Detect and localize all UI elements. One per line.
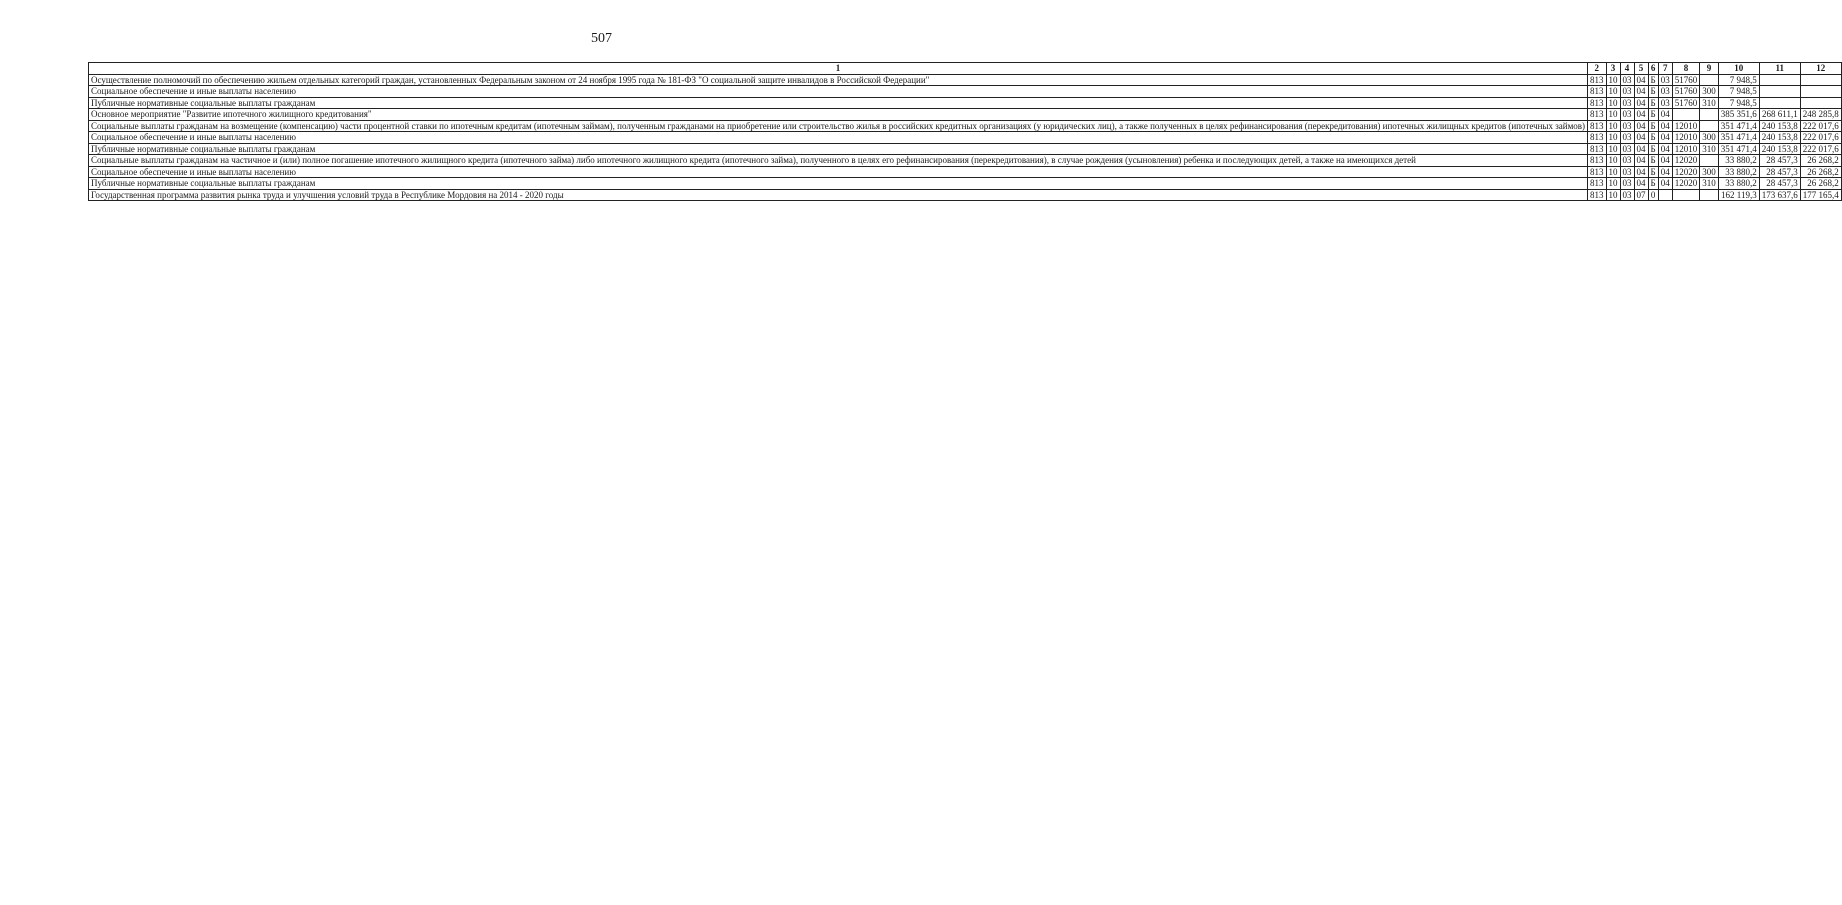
row-name: Осуществление полномочий по обеспечению жильем отдельных категорий граждан, установленных Федеральным законом от 24 ноября 1995 года № 181-ФЗ "О социальной защите инвалидов в Российской Федерации" [89, 74, 1588, 86]
header-cell: 6 [1648, 63, 1658, 75]
cell-c9 [1700, 155, 1719, 167]
cell-c11: 240 153,8 [1759, 132, 1800, 144]
header-cell: 11 [1759, 63, 1800, 75]
cell-c3: 10 [1606, 74, 1620, 86]
cell-c9: 300 [1700, 166, 1719, 178]
cell-c9 [1700, 109, 1719, 121]
cell-c6: Б [1648, 120, 1658, 132]
row-name: Публичные нормативные социальные выплаты гражданам [89, 178, 1588, 190]
cell-c12: 177 165,4 [1800, 189, 1841, 201]
row-name: Государственная программа развития рынка труда и улучшения условий труда в Республике Мордовия на 2014 - 2020 годы [89, 189, 1588, 201]
cell-c4: 03 [1620, 178, 1634, 190]
cell-c2: 813 [1588, 143, 1607, 155]
cell-c6: Б [1648, 178, 1658, 190]
cell-c5: 04 [1634, 155, 1648, 167]
cell-c8: 12010 [1672, 143, 1700, 155]
cell-c6: Б [1648, 166, 1658, 178]
cell-c5: 04 [1634, 132, 1648, 144]
cell-c8: 51760 [1672, 97, 1700, 109]
cell-c4: 03 [1620, 132, 1634, 144]
cell-c12: 222 017,6 [1800, 132, 1841, 144]
cell-c7: 04 [1658, 132, 1672, 144]
cell-c8: 12010 [1672, 132, 1700, 144]
cell-c11: 28 457,3 [1759, 155, 1800, 167]
cell-c4: 03 [1620, 189, 1634, 201]
table-body [89, 74, 1842, 201]
cell-c7 [1658, 189, 1672, 201]
cell-c8: 12010 [1672, 120, 1700, 132]
header-cell: 7 [1658, 63, 1672, 75]
cell-c7: 03 [1658, 74, 1672, 86]
table-row [89, 74, 1842, 86]
cell-c10: 385 351,6 [1718, 109, 1759, 121]
cell-c3: 10 [1606, 178, 1620, 190]
cell-c9: 310 [1700, 97, 1719, 109]
cell-c3: 10 [1606, 132, 1620, 144]
cell-c8: 51760 [1672, 74, 1700, 86]
table-row [89, 155, 1842, 167]
cell-c4: 03 [1620, 97, 1634, 109]
row-name: Социальное обеспечение и иные выплаты населению [89, 132, 1588, 144]
cell-c11: 28 457,3 [1759, 178, 1800, 190]
cell-c2: 813 [1588, 155, 1607, 167]
cell-c7: 04 [1658, 109, 1672, 121]
cell-c3: 10 [1606, 97, 1620, 109]
cell-c7: 04 [1658, 120, 1672, 132]
table-row [89, 143, 1842, 155]
table-row [89, 166, 1842, 178]
cell-c4: 03 [1620, 109, 1634, 121]
header-cell: 3 [1606, 63, 1620, 75]
table-row [89, 120, 1842, 132]
cell-c6: Б [1648, 109, 1658, 121]
cell-c3: 10 [1606, 109, 1620, 121]
page-number: 507 [591, 31, 612, 46]
cell-c10: 351 471,4 [1718, 132, 1759, 144]
cell-c11 [1759, 86, 1800, 98]
cell-c10: 7 948,5 [1718, 74, 1759, 86]
cell-c2: 813 [1588, 132, 1607, 144]
cell-c3: 10 [1606, 155, 1620, 167]
cell-c7: 04 [1658, 143, 1672, 155]
cell-c11: 240 153,8 [1759, 120, 1800, 132]
cell-c8 [1672, 109, 1700, 121]
header-cell: 9 [1700, 63, 1719, 75]
cell-c11: 173 637,6 [1759, 189, 1800, 201]
cell-c4: 03 [1620, 74, 1634, 86]
cell-c9 [1700, 189, 1719, 201]
cell-c11: 240 153,8 [1759, 143, 1800, 155]
cell-c5: 04 [1634, 120, 1648, 132]
cell-c3: 10 [1606, 120, 1620, 132]
cell-c6: 0 [1648, 189, 1658, 201]
cell-c5: 04 [1634, 166, 1648, 178]
cell-c5: 04 [1634, 109, 1648, 121]
table-row [89, 86, 1842, 98]
cell-c2: 813 [1588, 166, 1607, 178]
table-row [89, 132, 1842, 144]
cell-c9: 300 [1700, 86, 1719, 98]
cell-c6: Б [1648, 132, 1658, 144]
header-row [89, 63, 1842, 75]
header-cell: 8 [1672, 63, 1700, 75]
cell-c10: 162 119,3 [1718, 189, 1759, 201]
cell-c2: 813 [1588, 189, 1607, 201]
cell-c6: Б [1648, 86, 1658, 98]
header-cell: 1 [89, 63, 1588, 75]
cell-c10: 33 880,2 [1718, 166, 1759, 178]
cell-c11: 28 457,3 [1759, 166, 1800, 178]
cell-c11: 268 611,1 [1759, 109, 1800, 121]
cell-c8 [1672, 189, 1700, 201]
cell-c8: 12020 [1672, 178, 1700, 190]
row-name: Основное мероприятие "Развитие ипотечного жилищного кредитования" [89, 109, 1588, 121]
cell-c5: 04 [1634, 143, 1648, 155]
header-cell: 2 [1588, 63, 1607, 75]
row-name: Публичные нормативные социальные выплаты гражданам [89, 97, 1588, 109]
cell-c9 [1700, 74, 1719, 86]
cell-c7: 03 [1658, 86, 1672, 98]
cell-c8: 51760 [1672, 86, 1700, 98]
cell-c12: 222 017,6 [1800, 120, 1841, 132]
cell-c6: Б [1648, 74, 1658, 86]
cell-c7: 04 [1658, 166, 1672, 178]
cell-c11 [1759, 97, 1800, 109]
cell-c5: 04 [1634, 86, 1648, 98]
cell-c4: 03 [1620, 166, 1634, 178]
cell-c12: 26 268,2 [1800, 166, 1841, 178]
cell-c12: 26 268,2 [1800, 178, 1841, 190]
cell-c12: 248 285,8 [1800, 109, 1841, 121]
cell-c4: 03 [1620, 143, 1634, 155]
table-row [89, 97, 1842, 109]
cell-c5: 04 [1634, 97, 1648, 109]
cell-c12: 26 268,2 [1800, 155, 1841, 167]
cell-c11 [1759, 74, 1800, 86]
cell-c10: 33 880,2 [1718, 178, 1759, 190]
cell-c2: 813 [1588, 120, 1607, 132]
cell-c8: 12020 [1672, 155, 1700, 167]
cell-c6: Б [1648, 143, 1658, 155]
table-row [89, 178, 1842, 190]
cell-c9: 310 [1700, 178, 1719, 190]
row-name: Публичные нормативные социальные выплаты гражданам [89, 143, 1588, 155]
cell-c10: 351 471,4 [1718, 120, 1759, 132]
cell-c9 [1700, 120, 1719, 132]
cell-c2: 813 [1588, 86, 1607, 98]
cell-c2: 813 [1588, 178, 1607, 190]
row-name: Социальные выплаты гражданам на возмещение (компенсацию) части процентной ставки по ипотечным кредитам (ипотечным займам), полученным гражданами на приобретение или строительство жилья в российских кредитных организациях (у юридических лиц), а также полученных в целях рефинансирования (перекредитования) ипотечных жилищных кредитов (ипотечных займов) [89, 120, 1588, 132]
cell-c2: 813 [1588, 97, 1607, 109]
cell-c7: 03 [1658, 97, 1672, 109]
cell-c2: 813 [1588, 74, 1607, 86]
cell-c7: 04 [1658, 178, 1672, 190]
cell-c12 [1800, 97, 1841, 109]
cell-c5: 04 [1634, 74, 1648, 86]
cell-c9: 310 [1700, 143, 1719, 155]
cell-c9: 300 [1700, 132, 1719, 144]
cell-c3: 10 [1606, 189, 1620, 201]
budget-table [88, 62, 1842, 201]
cell-c2: 813 [1588, 109, 1607, 121]
cell-c6: Б [1648, 97, 1658, 109]
cell-c10: 7 948,5 [1718, 86, 1759, 98]
cell-c3: 10 [1606, 166, 1620, 178]
cell-c10: 7 948,5 [1718, 97, 1759, 109]
header-cell: 4 [1620, 63, 1634, 75]
cell-c10: 33 880,2 [1718, 155, 1759, 167]
cell-c12 [1800, 74, 1841, 86]
cell-c6: Б [1648, 155, 1658, 167]
cell-c4: 03 [1620, 120, 1634, 132]
cell-c3: 10 [1606, 86, 1620, 98]
row-name: Социальное обеспечение и иные выплаты населению [89, 166, 1588, 178]
cell-c5: 07 [1634, 189, 1648, 201]
table-row [89, 189, 1842, 201]
cell-c4: 03 [1620, 86, 1634, 98]
cell-c4: 03 [1620, 155, 1634, 167]
cell-c10: 351 471,4 [1718, 143, 1759, 155]
table-row [89, 109, 1842, 121]
cell-c5: 04 [1634, 178, 1648, 190]
row-name: Социальное обеспечение и иные выплаты населению [89, 86, 1588, 98]
cell-c7: 04 [1658, 155, 1672, 167]
header-cell: 12 [1800, 63, 1841, 75]
cell-c12: 222 017,6 [1800, 143, 1841, 155]
row-name: Социальные выплаты гражданам на частичное и (или) полное погашение ипотечного жилищного кредита (ипотечного займа) либо ипотечного жилищного кредита (ипотечного займа), полученного в целях его рефинансирования (перекредитования), в случае рождения (усыновления) ребенка и последующих детей, а также на имеющихся детей [89, 155, 1588, 167]
cell-c12 [1800, 86, 1841, 98]
cell-c3: 10 [1606, 143, 1620, 155]
cell-c8: 12020 [1672, 166, 1700, 178]
header-cell: 10 [1718, 63, 1759, 75]
header-cell: 5 [1634, 63, 1648, 75]
